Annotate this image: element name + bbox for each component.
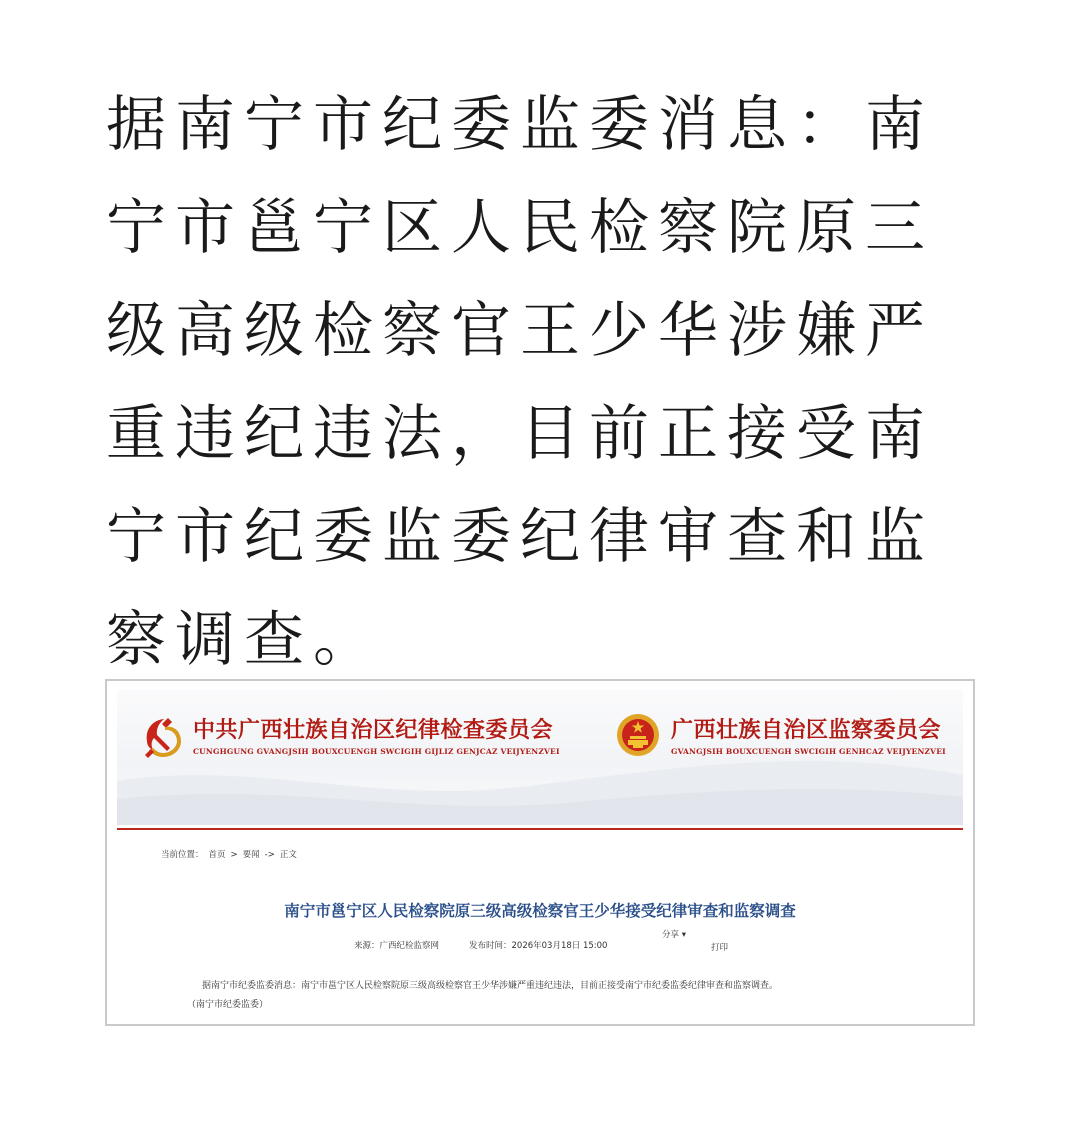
org-left-title: 中共广西壮族自治区纪律检查委员会 (193, 717, 554, 743)
org-right-title: 广西壮族自治区监察委员会 (671, 717, 942, 743)
print-button[interactable]: 打印 (711, 943, 729, 953)
article-publish-time: 发布时间：2026年03月18日 15:00 (469, 941, 608, 951)
breadcrumb-separator: > (230, 850, 238, 860)
chevron-down-icon: ▾ (679, 930, 686, 940)
national-emblem-icon (615, 712, 661, 758)
org-left-subtitle: CUNGHGUNG GVANGJSIH BOUXCUENGH SWCIGIH GIJLIZ GENJCAZ VEIJYENZVEI (193, 747, 560, 756)
party-emblem-icon (139, 715, 185, 761)
site-banner (117, 689, 963, 825)
breadcrumb-separator: -> (264, 850, 275, 860)
breadcrumb-section-link[interactable]: 要闻 (242, 850, 260, 860)
banner-wave-decoration (117, 689, 963, 825)
org-right-subtitle: GVANGJSIH BOUXCUENGH SWCIGIH GENHCAZ VEIJYENZVEI (671, 747, 946, 756)
article-body: 据南宁市纪委监委消息：南宁市邕宁区人民检察院原三级高级检察官王少华涉嫌严重违纪违法，目前正接受南宁市纪委监委纪律审查和监察调查。 (202, 981, 779, 991)
breadcrumb-label: 当前位置： (161, 850, 204, 860)
banner-divider (117, 828, 963, 830)
headline-text: 据南宁市纪委监委消息：南宁市邕宁区人民检察院原三级高级检察官王少华涉嫌严重违纪违法，目前正接受南宁市纪委监委纪律审查和监察调查。 (106, 90, 934, 675)
article-source: 来源：广西纪检监察网 (354, 941, 440, 951)
breadcrumb-current: 正文 (279, 850, 297, 860)
article-attribution: （南宁市纪委监委） (187, 1000, 269, 1010)
article-title: 南宁市邕宁区人民检察院原三级高级检察官王少华接受纪律审查和监察调查 (284, 902, 796, 920)
breadcrumb-home-link[interactable]: 首页 (208, 850, 226, 860)
breadcrumb (161, 848, 302, 860)
article-screenshot (105, 679, 975, 1026)
share-button[interactable] (662, 928, 686, 940)
share-label: 分享 (662, 930, 680, 940)
